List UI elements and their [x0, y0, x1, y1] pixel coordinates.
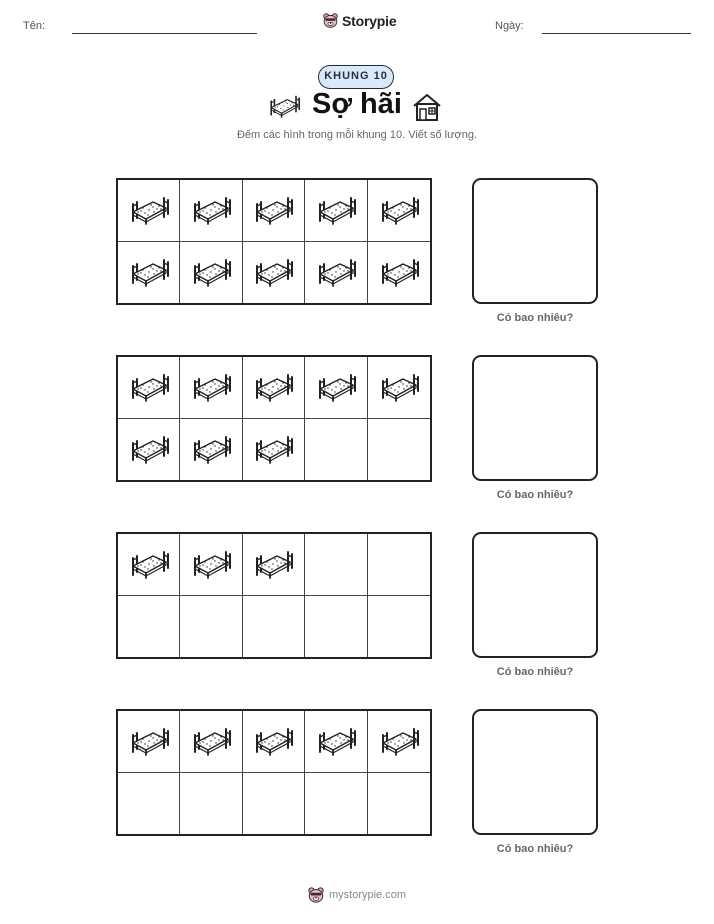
- frame-cell: [305, 419, 367, 481]
- frame-cell: [243, 534, 305, 596]
- bed-icon: [316, 726, 356, 756]
- frame-cell: [368, 180, 430, 242]
- ten-frame-3: [116, 532, 432, 659]
- frame-cell: [243, 357, 305, 419]
- bed-icon: [379, 257, 419, 287]
- frame-cell: [305, 534, 367, 596]
- frame-cell: [305, 357, 367, 419]
- bed-icon: [129, 434, 169, 464]
- brand-name: Storypie: [342, 12, 397, 29]
- badge: KHUNG 10: [318, 65, 394, 89]
- frame-cell: [305, 596, 367, 658]
- bed-icon: [129, 549, 169, 579]
- frame-cell: [368, 711, 430, 773]
- frame-cell: [180, 242, 242, 304]
- frame-cell: [305, 242, 367, 304]
- frame-cell: [118, 419, 180, 481]
- frame-cell: [305, 180, 367, 242]
- answer-box-2[interactable]: [472, 355, 598, 481]
- frame-cell: [243, 596, 305, 658]
- date-line[interactable]: [542, 33, 691, 34]
- bed-icon: [316, 257, 356, 287]
- bed-icon: [191, 726, 231, 756]
- answer-box-4[interactable]: [472, 709, 598, 835]
- answer-box-1[interactable]: [472, 178, 598, 304]
- frame-cell: [243, 180, 305, 242]
- ten-frame-1: [116, 178, 432, 305]
- frame-cell: [118, 242, 180, 304]
- frame-cell: [243, 419, 305, 481]
- bed-icon: [129, 257, 169, 287]
- footer-url: mystorypie.com: [329, 889, 407, 901]
- instructions: Đếm các hình trong mỗi khung 10. Viết số lượng.: [236, 129, 477, 141]
- frame-cell: [180, 773, 242, 835]
- question-label-2: Có bao nhiêu?: [496, 489, 574, 501]
- bed-icon: [253, 434, 293, 464]
- frame-cell: [368, 534, 430, 596]
- frame-cell: [368, 357, 430, 419]
- frame-cell: [118, 773, 180, 835]
- bed-icon: [191, 549, 231, 579]
- question-label-4: Có bao nhiêu?: [496, 843, 574, 855]
- bed-icon: [129, 726, 169, 756]
- brand-logo: [322, 12, 396, 29]
- bed-icon: [129, 195, 169, 225]
- name-label: Tên:: [23, 20, 46, 32]
- frame-cell: [180, 357, 242, 419]
- frame-cell: [305, 773, 367, 835]
- frame-cell: [180, 419, 242, 481]
- answer-box-3[interactable]: [472, 532, 598, 658]
- name-line[interactable]: [72, 33, 257, 34]
- frame-cell: [368, 596, 430, 658]
- frame-cell: [118, 596, 180, 658]
- bear-logo-icon: [307, 886, 325, 904]
- bed-icon: [379, 726, 419, 756]
- bear-logo-icon: [322, 12, 339, 29]
- frame-cell: [305, 711, 367, 773]
- frame-cell: [180, 711, 242, 773]
- ten-frame-4: [116, 709, 432, 836]
- house-icon: [411, 91, 443, 123]
- page-title: Sợ hãi: [312, 88, 402, 120]
- bed-icon: [316, 372, 356, 402]
- ten-frame-2: [116, 355, 432, 482]
- bed-icon: [129, 372, 169, 402]
- frame-cell: [243, 242, 305, 304]
- footer: [307, 886, 406, 904]
- bed-icon: [253, 372, 293, 402]
- bed-icon: [253, 549, 293, 579]
- frame-cell: [118, 534, 180, 596]
- bed-icon: [253, 257, 293, 287]
- bed-icon: [191, 257, 231, 287]
- frame-cell: [118, 711, 180, 773]
- frame-cell: [180, 596, 242, 658]
- bed-icon: [191, 195, 231, 225]
- bed-icon: [379, 372, 419, 402]
- frame-cell: [368, 773, 430, 835]
- question-label-1: Có bao nhiêu?: [496, 312, 574, 324]
- bed-icon: [253, 726, 293, 756]
- bed-icon: [191, 434, 231, 464]
- bed-icon: [379, 195, 419, 225]
- date-label: Ngày:: [495, 20, 524, 32]
- frame-cell: [118, 180, 180, 242]
- frame-cell: [180, 180, 242, 242]
- question-label-3: Có bao nhiêu?: [496, 666, 574, 678]
- frame-cell: [243, 773, 305, 835]
- bed-icon: [191, 372, 231, 402]
- frame-cell: [118, 357, 180, 419]
- frame-cell: [243, 711, 305, 773]
- bed-icon: [253, 195, 293, 225]
- bed-icon: [316, 195, 356, 225]
- frame-cell: [180, 534, 242, 596]
- frame-cell: [368, 242, 430, 304]
- frame-cell: [368, 419, 430, 481]
